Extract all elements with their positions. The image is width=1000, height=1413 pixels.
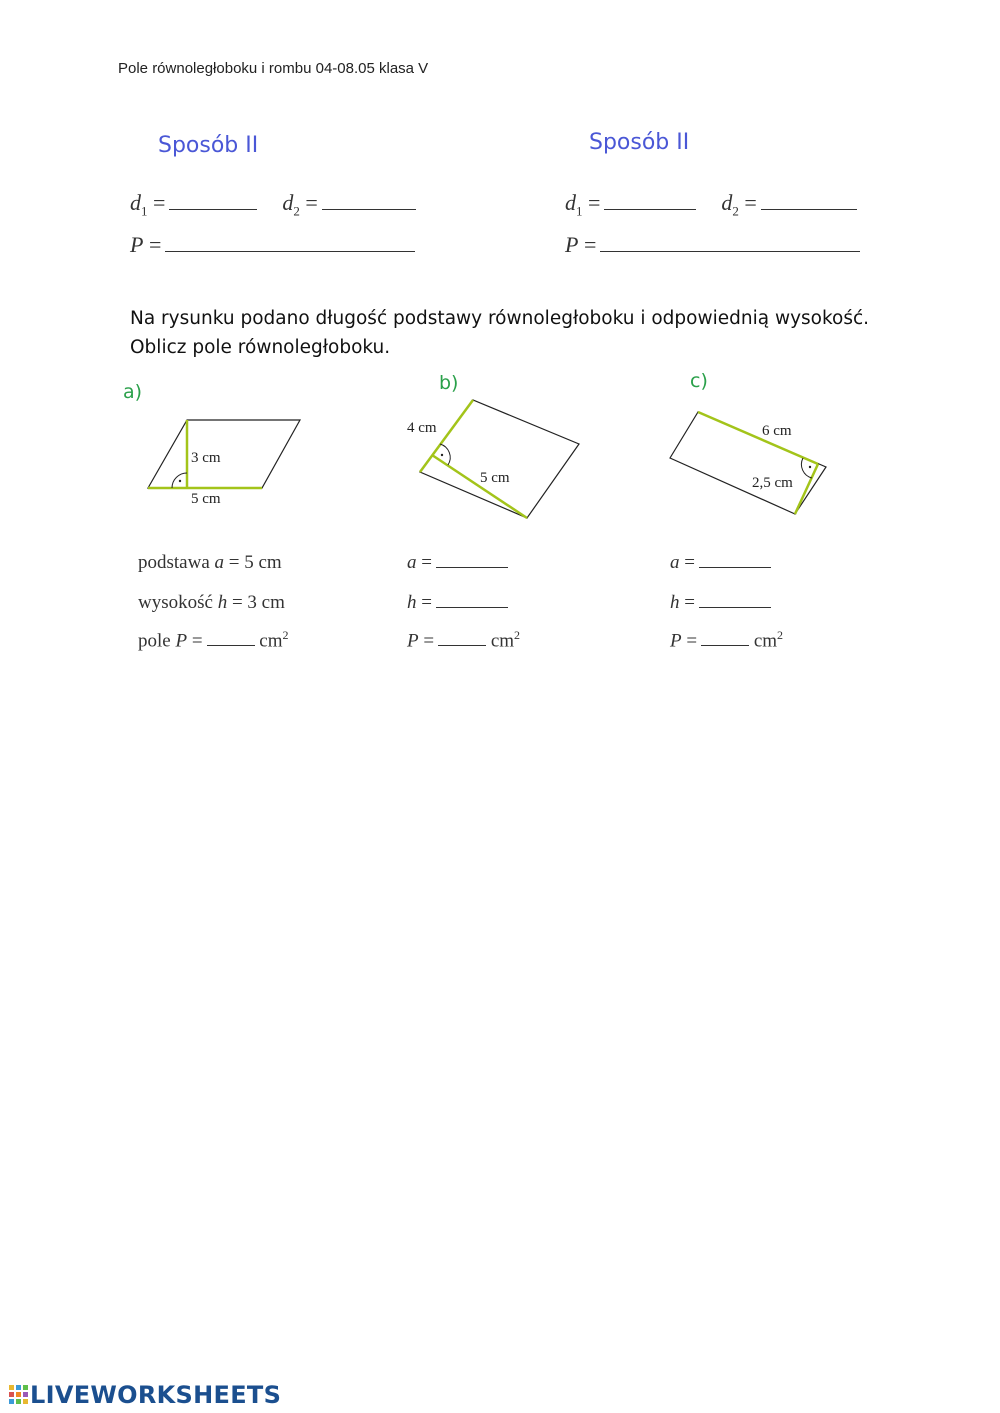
answer-a-area: pole $P = cm^2$ bbox=[138, 628, 289, 652]
area-answer-blank-b[interactable] bbox=[438, 644, 486, 646]
answer-c-area: $P = cm^2$ bbox=[670, 628, 784, 652]
liveworksheets-logo[interactable] bbox=[8, 1381, 281, 1409]
base-segment-b bbox=[432, 455, 527, 518]
parallelogram-b bbox=[407, 400, 579, 518]
base-answer-blank-b[interactable] bbox=[436, 566, 508, 568]
figure-label-b: b) bbox=[439, 372, 459, 394]
height-answer-blank-b[interactable] bbox=[436, 606, 508, 608]
height-label-b: 4 cm bbox=[407, 420, 437, 436]
area-answer-blank-a[interactable] bbox=[207, 644, 255, 646]
area-row-right: P = bbox=[565, 232, 860, 258]
parallelogram-a bbox=[148, 420, 300, 507]
task-line-2: Oblicz pole równoległoboku. bbox=[130, 337, 391, 358]
logo-text: LIVEWORKSHEETS bbox=[30, 1381, 282, 1409]
answer-b-area: $P = cm^2$ bbox=[407, 628, 521, 652]
height-label-a: 3 cm bbox=[191, 450, 221, 466]
section-heading-right: Sposób II bbox=[589, 130, 690, 155]
parallelogram-c bbox=[670, 412, 826, 514]
area-answer-blank-c[interactable] bbox=[701, 644, 749, 646]
diagonals-row-right: $d_1 = d_2$ = bbox=[565, 190, 857, 219]
task-line-1: Na rysunku podano długość podstawy równoległoboku i odpowiednią wysokość. bbox=[130, 308, 870, 329]
base-label-a: 5 cm bbox=[191, 491, 221, 507]
answer-c-height: h = bbox=[670, 592, 771, 614]
height-segment-b bbox=[420, 400, 473, 472]
height-answer-blank-c[interactable] bbox=[699, 606, 771, 608]
answer-b-base: a = bbox=[407, 552, 508, 574]
document-header: Pole równoległoboku i rombu 04-08.05 klasa V bbox=[118, 60, 429, 77]
parallelogram-figures bbox=[0, 0, 1000, 540]
liveworksheets-logo-icon bbox=[8, 1383, 30, 1407]
figure-label-a: a) bbox=[123, 381, 143, 403]
base-label-c: 2,5 cm bbox=[752, 475, 793, 491]
height-segment-c bbox=[698, 412, 818, 464]
answer-a-height: wysokość h = 3 cm bbox=[138, 592, 285, 613]
section-heading-left: Sposób II bbox=[158, 133, 259, 158]
answer-c-base: a = bbox=[670, 552, 771, 574]
base-answer-blank-c[interactable] bbox=[699, 566, 771, 568]
figure-label-c: c) bbox=[690, 370, 708, 392]
height-label-c: 6 cm bbox=[762, 423, 792, 439]
base-segment-c bbox=[795, 464, 818, 514]
diagonals-row-left: $d_1 = d_2$ = bbox=[130, 190, 416, 219]
base-label-b: 5 cm bbox=[480, 470, 510, 486]
answer-b-height: h = bbox=[407, 592, 508, 614]
answer-a-base: podstawa a = 5 cm bbox=[138, 552, 282, 573]
area-row-left: P = bbox=[130, 232, 415, 258]
